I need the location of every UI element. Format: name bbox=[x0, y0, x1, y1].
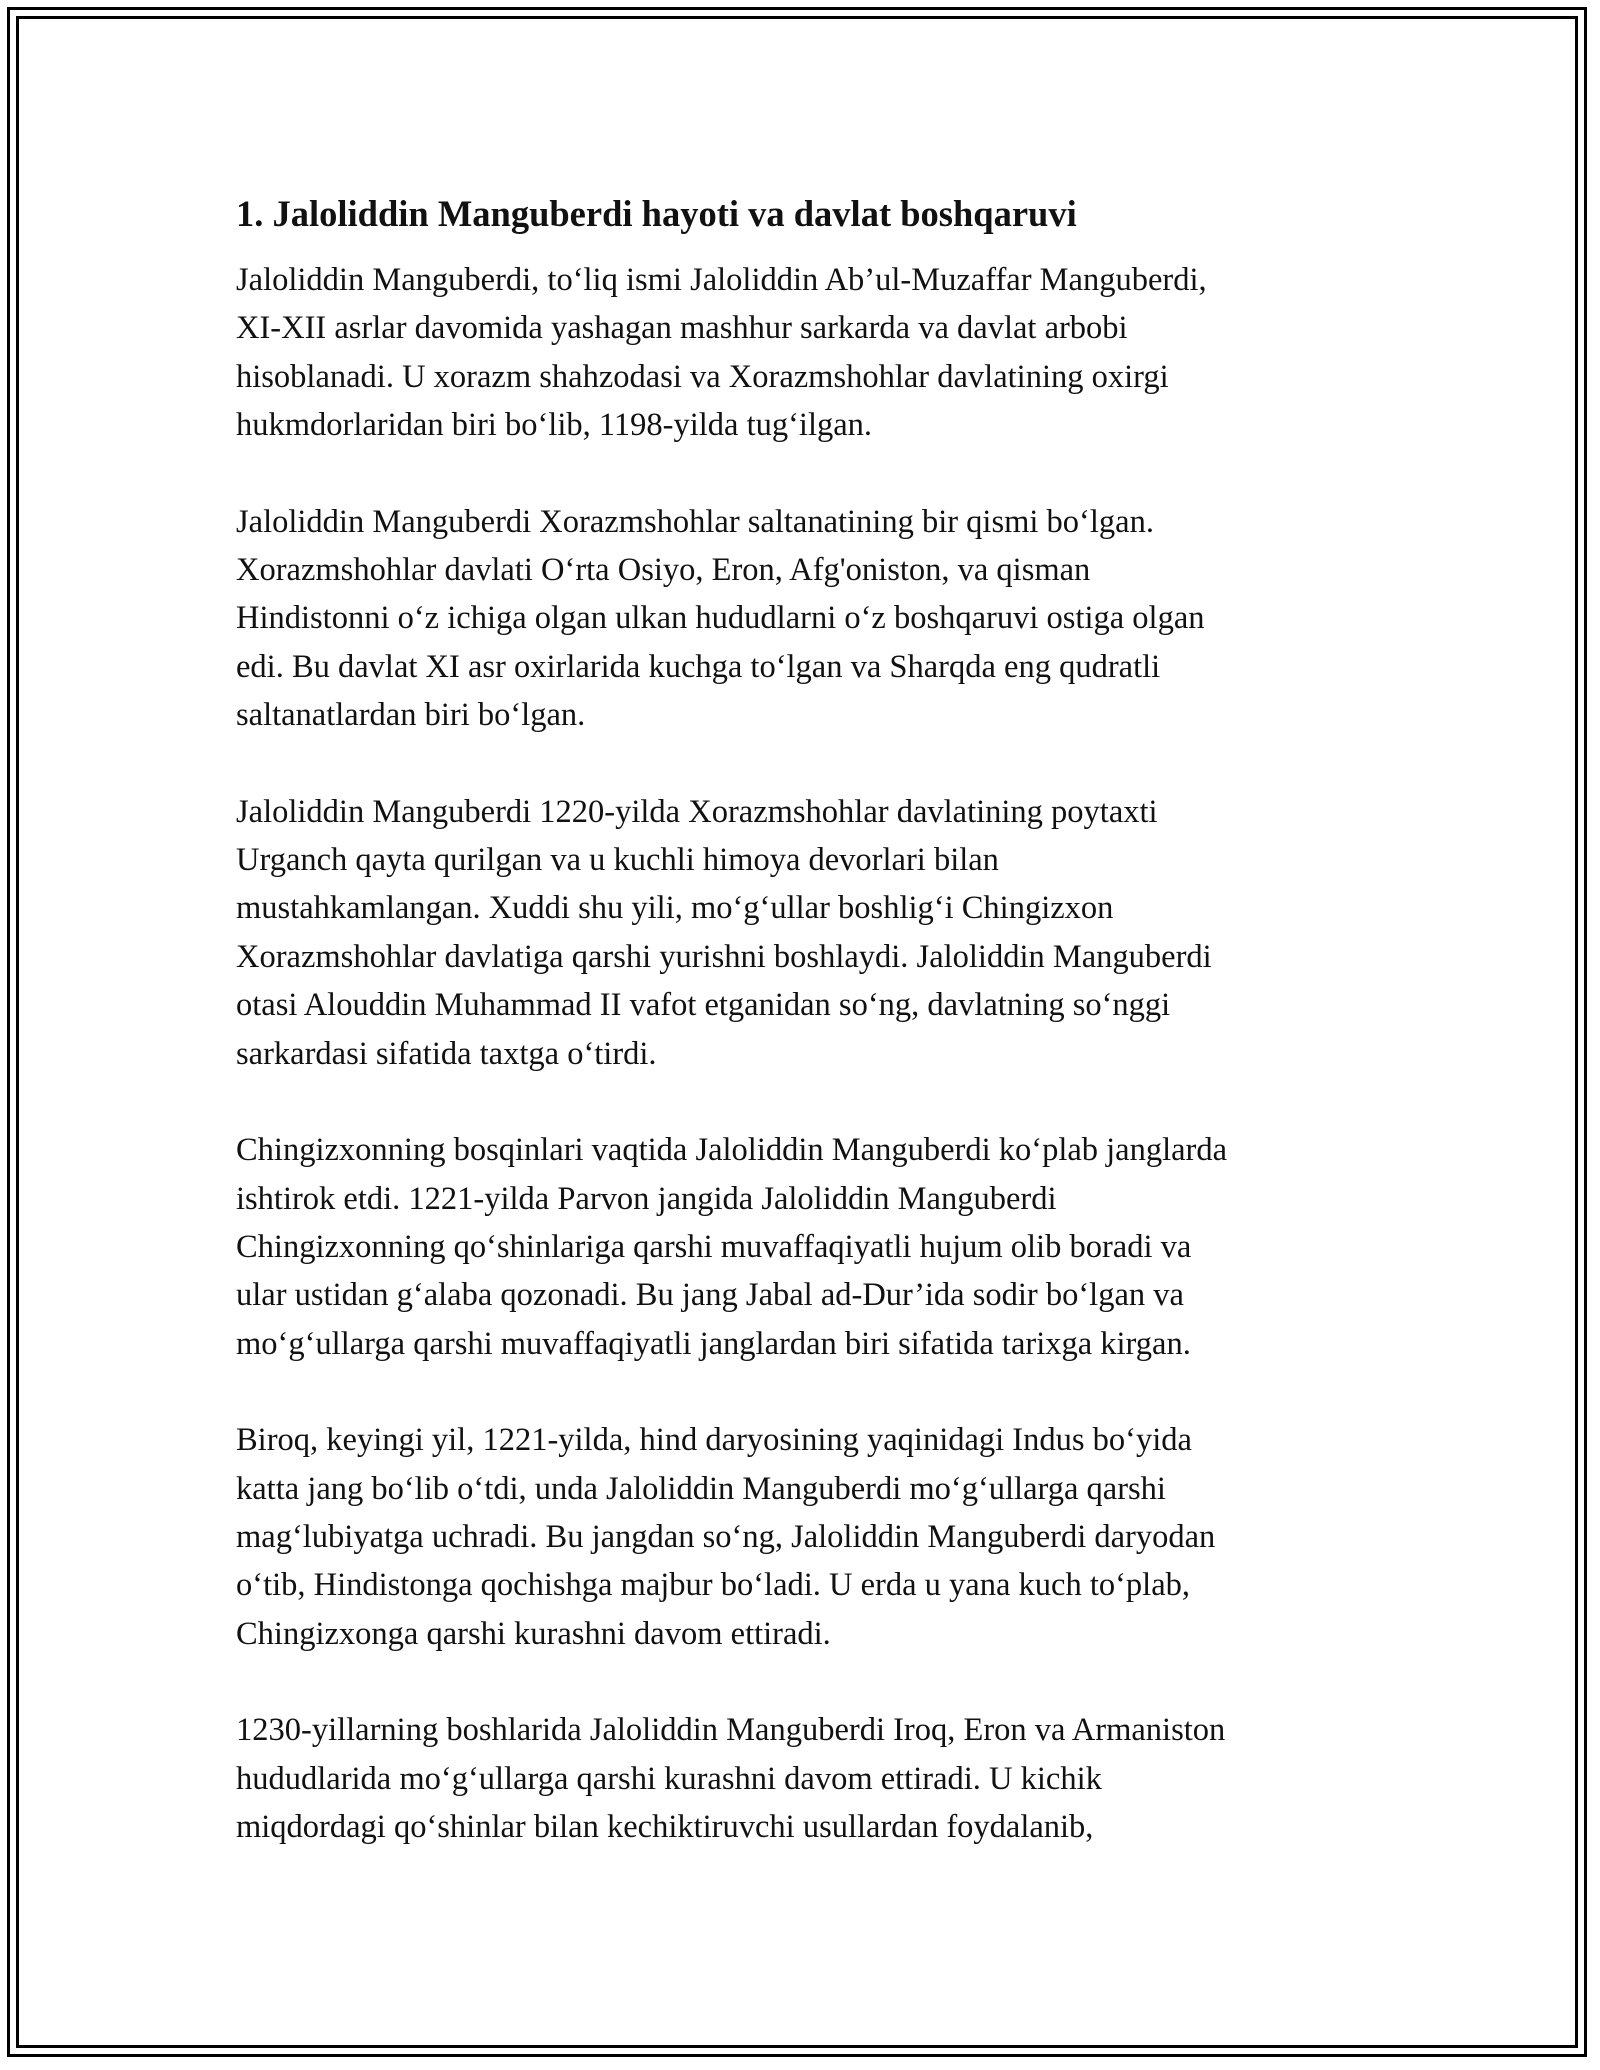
paragraph-line: Hindistonni o‘z ichiga olgan ulkan hududlarni o‘z boshqaruvi ostiga olgan bbox=[236, 600, 1205, 637]
paragraph-line: Chingizxonning bosqinlari vaqtida Jaloliddin Manguberdi ko‘plab janglarda bbox=[236, 1132, 1228, 1169]
paragraph-line: ular ustidan g‘alaba qozonadi. Bu jang Jabal ad-Dur’ida sodir bo‘lgan va bbox=[236, 1277, 1184, 1314]
paragraph-line: o‘tib, Hindistonga qochishga majbur bo‘ladi. U erda u yana kuch to‘plab, bbox=[236, 1567, 1191, 1604]
paragraph-line: Jaloliddin Manguberdi Xorazmshohlar saltanatining bir qismi bo‘lgan. bbox=[236, 503, 1154, 540]
paragraph-line: Urganch qayta qurilgan va u kuchli himoya devorlari bilan bbox=[236, 842, 999, 879]
paragraph-line: hisoblanadi. U xorazm shahzodasi va Xorazmshohlar davlatining oxirgi bbox=[236, 358, 1169, 395]
paragraph-4 bbox=[236, 1126, 1376, 1368]
paragraph-line: hukmdorlaridan biri bo‘lib, 1198-yilda tug‘ilgan. bbox=[236, 407, 873, 444]
paragraph-line: hududlarida mo‘g‘ullarga qarshi kurashni davom ettiradi. U kichik bbox=[236, 1760, 1102, 1797]
section-heading: 1. Jaloliddin Manguberdi hayoti va davlat boshqaruvi bbox=[236, 193, 1077, 234]
paragraph-line: ishtirok etdi. 1221-yilda Parvon jangida Jaloliddin Manguberdi bbox=[236, 1180, 1057, 1217]
paragraph-1 bbox=[236, 256, 1376, 450]
paragraph-line: Xorazmshohlar davlatiga qarshi yurishni boshlaydi. Jaloliddin Manguberdi bbox=[236, 938, 1212, 975]
paragraph-3 bbox=[236, 788, 1376, 1078]
paragraph-line: edi. Bu davlat XI asr oxirlarida kuchga to‘lgan va Sharqda eng qudratli bbox=[236, 648, 1161, 685]
paragraph-line: mustahkamlangan. Xuddi shu yili, mo‘g‘ullar boshlig‘i Chingizxon bbox=[236, 890, 1114, 927]
paragraph-line: otasi Alouddin Muhammad II vafot etganidan so‘ng, davlatning so‘nggi bbox=[236, 987, 1171, 1024]
paragraph-line: Chingizxonning qo‘shinlariga qarshi muvaffaqiyatli hujum olib boradi va bbox=[236, 1228, 1192, 1265]
paragraph-line: Xorazmshohlar davlati O‘rta Osiyo, Eron, Afg'oniston, va qisman bbox=[236, 552, 1091, 589]
paragraph-5 bbox=[236, 1416, 1376, 1658]
document-body bbox=[236, 188, 1376, 1899]
paragraph-line: Biroq, keyingi yil, 1221-yilda, hind daryosining yaqinidagi Indus bo‘yida bbox=[236, 1422, 1192, 1459]
paragraph-line: mag‘lubiyatga uchradi. Bu jangdan so‘ng, Jaloliddin Manguberdi daryodan bbox=[236, 1518, 1216, 1555]
paragraph-line: mo‘g‘ullarga qarshi muvaffaqiyatli janglardan biri sifatida tarixga kirgan. bbox=[236, 1325, 1191, 1362]
paragraph-line: XI-XII asrlar davomida yashagan mashhur sarkarda va davlat arbobi bbox=[236, 310, 1128, 347]
paragraph-line: sarkardasi sifatida taxtga o‘tirdi. bbox=[236, 1035, 657, 1072]
paragraph-line: 1230-yillarning boshlarida Jaloliddin Manguberdi Iroq, Eron va Armaniston bbox=[236, 1712, 1226, 1749]
paragraph-2 bbox=[236, 498, 1376, 740]
paragraph-line: Jaloliddin Manguberdi 1220-yilda Xorazmshohlar davlatining poytaxti bbox=[236, 793, 1158, 830]
paragraph-line: miqdordagi qo‘shinlar bilan kechiktiruvchi usullardan foydalanib, bbox=[236, 1808, 1094, 1845]
paragraph-6 bbox=[236, 1706, 1376, 1851]
paragraph-line: katta jang bo‘lib o‘tdi, unda Jaloliddin Manguberdi mo‘g‘ullarga qarshi bbox=[236, 1470, 1166, 1507]
paragraph-line: saltanatlardan biri bo‘lgan. bbox=[236, 697, 586, 734]
paragraph-line: Jaloliddin Manguberdi, to‘liq ismi Jaloliddin Ab’ul-Muzaffar Manguberdi, bbox=[236, 262, 1207, 298]
paragraph-line: Chingizxonga qarshi kurashni davom ettiradi. bbox=[236, 1615, 831, 1652]
